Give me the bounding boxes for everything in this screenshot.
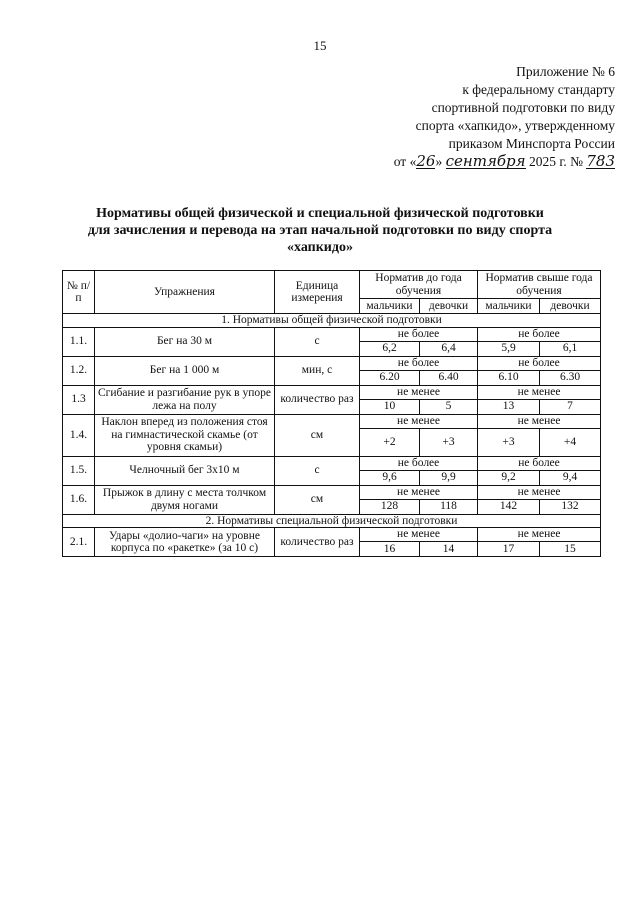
header-row <box>63 271 601 299</box>
value-cell: 15 <box>540 542 601 557</box>
header-unit: Единица измерения <box>275 271 360 314</box>
header-girls: девочки <box>540 299 601 314</box>
table-row <box>63 456 601 470</box>
table-row <box>63 356 601 370</box>
value-cell: 128 <box>360 499 420 514</box>
order-day: 26 <box>416 152 436 170</box>
table-row <box>63 327 601 341</box>
row-condition: не менее <box>478 414 601 428</box>
value-cell: 17 <box>478 542 540 557</box>
row-unit: количество раз <box>275 385 360 414</box>
row-unit: см <box>275 485 360 514</box>
standards-table <box>62 270 601 557</box>
row-exercise: Челночный бег 3х10 м <box>95 456 275 485</box>
value-cell: 7 <box>540 399 601 414</box>
value-cell: 9,4 <box>540 470 601 485</box>
order-year: 2025 г. № <box>528 154 583 169</box>
row-condition: не более <box>478 456 601 470</box>
row-condition: не менее <box>478 485 601 499</box>
value-cell: 5 <box>420 399 478 414</box>
header-boys: мальчики <box>478 299 540 314</box>
header-year-over: Норматив свыше года обучения <box>478 271 601 299</box>
value-cell: 10 <box>360 399 420 414</box>
value-cell: 6.40 <box>420 370 478 385</box>
row-exercise: Наклон вперед из положения стоя на гимнастической скамье (от уровня скамьи) <box>95 414 275 456</box>
date-prefix: от « <box>393 154 417 169</box>
page-number: 15 <box>313 38 327 53</box>
row-exercise: Бег на 30 м <box>95 327 275 356</box>
row-condition: не более <box>478 327 601 341</box>
value-cell: 6.20 <box>360 370 420 385</box>
date-mid: » <box>435 154 443 169</box>
title-line: «хапкидо» <box>287 240 353 255</box>
value-cell: 9,6 <box>360 470 420 485</box>
row-condition: не более <box>360 327 478 341</box>
order-number: 783 <box>586 152 615 170</box>
header-year-until: Норматив до года обучения <box>360 271 478 299</box>
row-condition: не более <box>360 356 478 370</box>
header-exercise: Упражнения <box>95 271 275 314</box>
document-title <box>60 205 580 256</box>
value-cell: 9,2 <box>478 470 540 485</box>
row-num: 1.5. <box>63 456 95 485</box>
value-cell: 16 <box>360 542 420 557</box>
section-title: 2. Нормативы специальной физической подготовки <box>63 514 601 528</box>
value-cell: 6.10 <box>478 370 540 385</box>
row-unit: с <box>275 327 360 356</box>
row-num: 1.4. <box>63 414 95 456</box>
value-cell: 142 <box>478 499 540 514</box>
section-row <box>63 314 601 328</box>
row-condition: не менее <box>360 528 478 542</box>
value-cell: 14 <box>420 542 478 557</box>
value-cell: 6,2 <box>360 341 420 356</box>
value-cell: 6,1 <box>540 341 601 356</box>
title-line: Нормативы общей физической и специальной физической подготовки <box>96 206 544 221</box>
appendix-line: к федеральному стандарту <box>462 82 615 97</box>
row-num: 1.1. <box>63 327 95 356</box>
appendix-line: приказом Минспорта России <box>448 136 615 151</box>
appendix-line: спорта «хапкидо», утвержденному <box>415 118 615 133</box>
header-num: № п/п <box>63 271 95 314</box>
section-row <box>63 514 601 528</box>
row-condition: не менее <box>360 414 478 428</box>
row-unit: мин, с <box>275 356 360 385</box>
title-line: для зачисления и перевода на этап начальной подготовки по виду спорта <box>87 223 553 238</box>
row-exercise: Сгибание и разгибание рук в упоре лежа на полу <box>95 385 275 414</box>
value-cell: +2 <box>360 428 420 456</box>
value-cell: +4 <box>540 428 601 456</box>
row-unit: см <box>275 414 360 456</box>
appendix-header <box>360 63 615 171</box>
row-condition: не более <box>360 456 478 470</box>
table-row <box>63 385 601 399</box>
row-condition: не более <box>478 356 601 370</box>
table-row <box>63 485 601 499</box>
row-condition: не менее <box>360 385 478 399</box>
row-exercise: Бег на 1 000 м <box>95 356 275 385</box>
section-title: 1. Нормативы общей физической подготовки <box>63 314 601 328</box>
table-row <box>63 414 601 428</box>
value-cell: 132 <box>540 499 601 514</box>
appendix-title: Приложение № 6 <box>516 64 615 79</box>
row-num: 1.3 <box>63 385 95 414</box>
header-girls: девочки <box>420 299 478 314</box>
appendix-line: спортивной подготовки по виду <box>431 100 615 115</box>
value-cell: 5,9 <box>478 341 540 356</box>
row-num: 1.2. <box>63 356 95 385</box>
order-month: сентября <box>445 152 526 170</box>
value-cell: 6.30 <box>540 370 601 385</box>
row-num: 1.6. <box>63 485 95 514</box>
value-cell: 6,4 <box>420 341 478 356</box>
row-exercise: Удары «долио-чаги» на уровне корпуса по «ракетке» (за 10 с) <box>95 528 275 557</box>
value-cell: 118 <box>420 499 478 514</box>
value-cell: 9,9 <box>420 470 478 485</box>
row-condition: не менее <box>360 485 478 499</box>
row-condition: не менее <box>478 385 601 399</box>
row-unit: с <box>275 456 360 485</box>
row-unit: количество раз <box>275 528 360 557</box>
table-row <box>63 528 601 542</box>
order-date-line <box>360 153 615 171</box>
row-num: 2.1. <box>63 528 95 557</box>
value-cell: +3 <box>478 428 540 456</box>
row-exercise: Прыжок в длину с места толчком двумя ногами <box>95 485 275 514</box>
row-condition: не менее <box>478 528 601 542</box>
value-cell: 13 <box>478 399 540 414</box>
header-boys: мальчики <box>360 299 420 314</box>
value-cell: +3 <box>420 428 478 456</box>
